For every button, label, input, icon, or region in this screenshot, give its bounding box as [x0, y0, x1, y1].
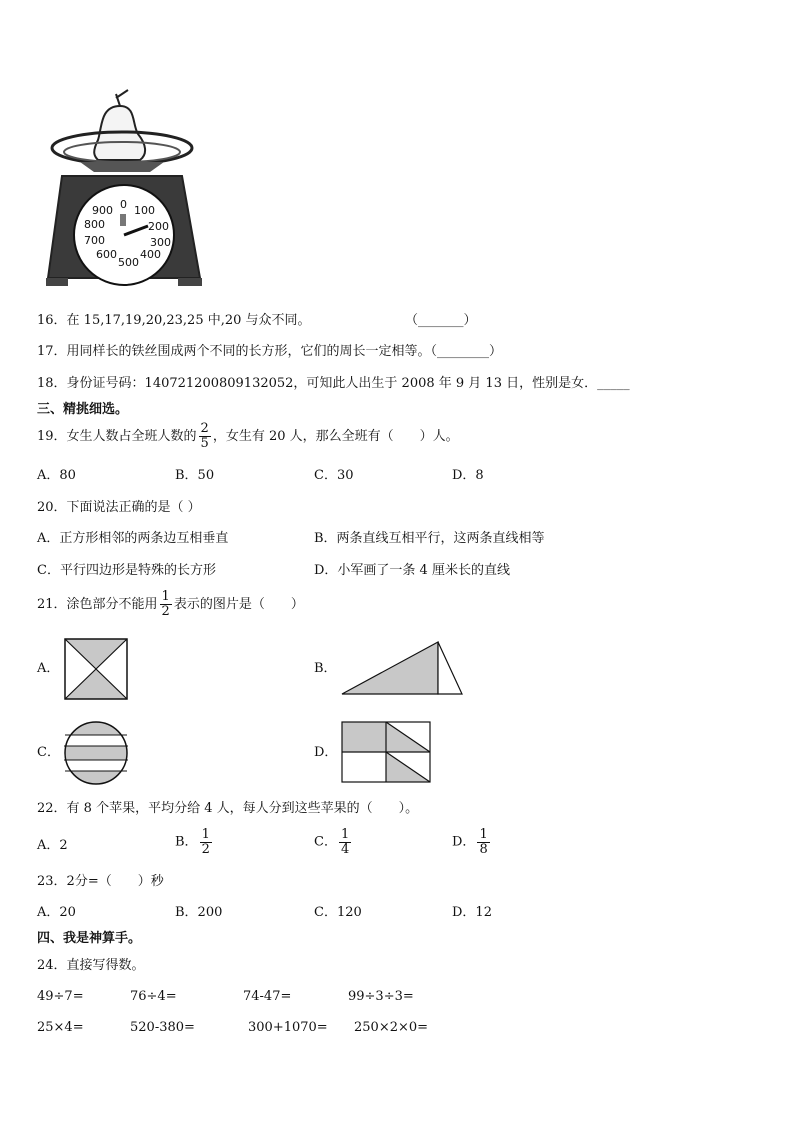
question-19-suffix: ，女生有 20 人，那么全班有（ ）人。	[212, 429, 459, 444]
question-24: 24．直接写得数。	[37, 958, 145, 973]
q22-option-b: B． $\frac{1}{2}$	[175, 827, 210, 857]
q23-option-b: B．200	[175, 905, 223, 920]
figure-a-square-diagonals	[64, 638, 128, 700]
question-20: 20．下面说法正确的是（ ）	[37, 500, 201, 515]
question-21	[37, 590, 304, 619]
question-16	[37, 313, 311, 329]
q20-option-c: C．平行四边形是特殊的长方形	[37, 563, 216, 578]
q20-option-d: D．小军画了一条 4 厘米长的直线	[314, 563, 510, 578]
q23-option-c: C．120	[314, 905, 362, 920]
section-4-title: 四、我是神算手。	[37, 931, 142, 946]
q21-label-a: A．	[37, 661, 60, 676]
fraction-one-eighth: $\frac{1}{8}$	[479, 827, 488, 857]
fraction-one-half: $\frac{1}{2}$	[161, 589, 170, 619]
q21-label-d: D．	[314, 745, 338, 760]
q22-option-c: C． $\frac{1}{4}$	[314, 827, 350, 857]
question-16-blank: （_______）	[405, 313, 477, 328]
dial-number-300: 300	[150, 236, 171, 249]
calc-item: 76÷4=	[130, 989, 177, 1004]
calc-item: 49÷7=	[37, 989, 84, 1004]
q19-option-a: A．80	[37, 468, 76, 483]
calc-item: 250×2×0=	[354, 1020, 429, 1035]
fraction-one-quarter: $\frac{1}{4}$	[340, 827, 350, 857]
q20-option-b: B．两条直线互相平行，这两条直线相等	[314, 531, 545, 546]
question-19-prefix: 19．女生人数占全班人数的	[37, 429, 197, 444]
figure-d-rectangle-grid	[341, 721, 431, 783]
question-23: 23．2分=（ ）秒	[37, 874, 164, 889]
fraction-one-half-option: $\frac{1}{2}$	[201, 827, 210, 857]
question-21-prefix: 21．涂色部分不能用	[37, 597, 158, 612]
q23-option-a: A．20	[37, 905, 76, 920]
dial-number-600: 600	[96, 248, 117, 261]
calc-item: 300+1070=	[248, 1020, 328, 1035]
q23-option-d: D．12	[452, 905, 492, 920]
q21-label-b: B．	[314, 661, 337, 676]
calc-item: 25×4=	[37, 1020, 84, 1035]
figure-c-circle-stripes	[63, 721, 129, 785]
q20-option-a: A．正方形相邻的两条边互相垂直	[37, 531, 229, 546]
dial-number-400: 400	[140, 248, 161, 261]
section-3-title: 三、精挑细选。	[37, 402, 129, 417]
fraction-two-fifths: $\frac{2}{5}$	[200, 421, 209, 451]
q22-option-d: D． $\frac{1}{8}$	[452, 827, 488, 857]
question-21-suffix: 表示的图片是（ ）	[173, 597, 304, 612]
dial-number-500: 500	[118, 256, 139, 269]
q22-option-a: A．2	[37, 838, 68, 853]
q19-option-d: D．8	[452, 468, 484, 483]
calc-item: 74-47=	[243, 989, 292, 1004]
dial-number-0: 0	[120, 198, 127, 211]
scale-illustration	[40, 88, 210, 293]
question-17: 17．用同样长的铁丝围成两个不同的长方形，它们的周长一定相等。（________）	[37, 344, 503, 359]
dial-number-100: 100	[134, 204, 155, 217]
q19-option-b: B．50	[175, 468, 215, 483]
question-18: 18．身份证号码：140721200809132052，可知此人出生于 2008 年 9 月 13 日，性别是女．_____	[37, 376, 630, 391]
dial-number-200: 200	[148, 220, 169, 233]
dial-number-900: 900	[92, 204, 113, 217]
question-22: 22．有 8 个苹果，平均分给 4 人，每人分到这些苹果的（ ）。	[37, 801, 419, 816]
dial-number-700: 700	[84, 234, 105, 247]
calc-item: 99÷3÷3=	[348, 989, 414, 1004]
dial-number-800: 800	[84, 218, 105, 231]
q21-label-c: C．	[37, 745, 60, 760]
question-16-text: 16．在 15,17,19,20,23,25 中,20 与众不同。	[37, 313, 311, 328]
figure-b-triangle	[340, 640, 464, 696]
question-19	[37, 422, 459, 451]
q19-option-c: C．30	[314, 468, 354, 483]
calc-item: 520-380=	[130, 1020, 195, 1035]
